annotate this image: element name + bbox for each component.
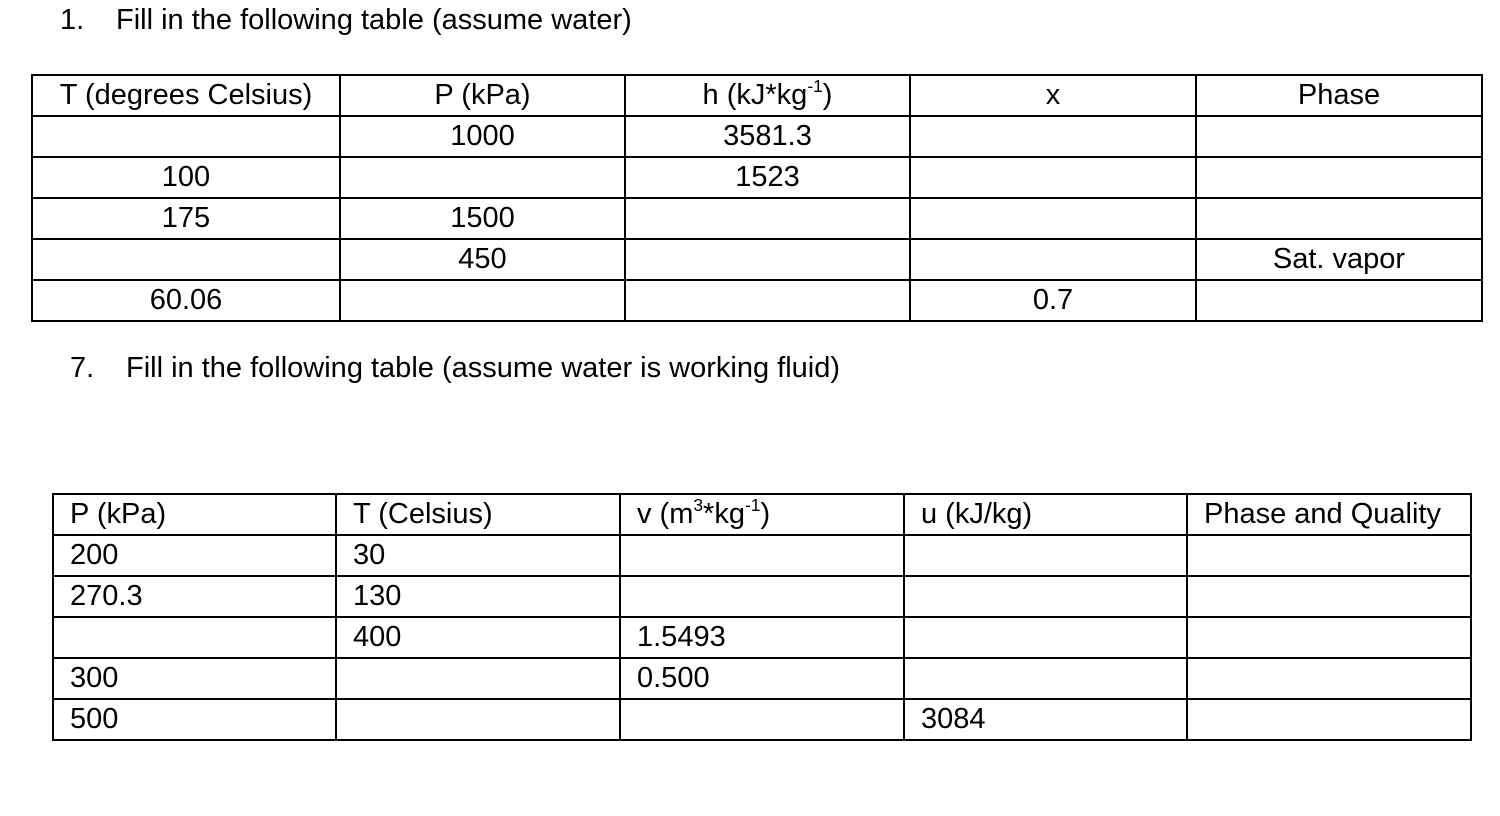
header-enthalpy: h $(kJ*kg^{-1})$ — [625, 75, 910, 116]
table-cell[interactable] — [910, 116, 1196, 157]
table-cell[interactable]: 60.06 — [32, 280, 340, 321]
table-cell[interactable] — [1187, 576, 1471, 617]
question-1-title: Fill in the following table (assume water) — [116, 4, 632, 36]
table-cell[interactable]: 0.7 — [910, 280, 1196, 321]
table-cell[interactable] — [904, 576, 1187, 617]
table-cell[interactable] — [910, 157, 1196, 198]
table-row — [32, 116, 1482, 157]
table-cell[interactable] — [340, 280, 625, 321]
table-header-row — [32, 75, 1482, 116]
table-cell[interactable]: 100 — [32, 157, 340, 198]
question-7-table — [52, 493, 1472, 741]
table-row — [32, 157, 1482, 198]
header-phase: Phase — [1196, 75, 1482, 116]
table-cell[interactable] — [910, 198, 1196, 239]
header-internal-energy: u (kJ/kg) — [904, 494, 1187, 535]
header-quality: x — [910, 75, 1196, 116]
header-temperature: T (Celsius) — [336, 494, 620, 535]
table-cell[interactable] — [1196, 116, 1482, 157]
table-cell[interactable]: 1.5493 — [620, 617, 904, 658]
table-cell[interactable] — [620, 576, 904, 617]
question-7-number: 7. — [70, 352, 95, 384]
header-specific-volume: v $(m^3*kg^{-1})$ — [620, 494, 904, 535]
table-cell[interactable] — [32, 239, 340, 280]
table-row — [32, 239, 1482, 280]
table-cell[interactable] — [1196, 157, 1482, 198]
table-row — [53, 617, 1471, 658]
table-cell[interactable]: 1500 — [340, 198, 625, 239]
question-1-heading — [60, 4, 632, 37]
table-cell[interactable] — [620, 699, 904, 740]
question-7-heading — [70, 352, 840, 385]
table-cell[interactable]: 270.3 — [53, 576, 336, 617]
table-cell[interactable] — [904, 617, 1187, 658]
table-cell[interactable] — [625, 280, 910, 321]
question-1-table — [31, 74, 1483, 322]
table-cell[interactable]: 3581.3 — [625, 116, 910, 157]
table-row — [53, 658, 1471, 699]
table-cell[interactable] — [904, 535, 1187, 576]
table-header-row — [53, 494, 1471, 535]
table-cell[interactable]: Sat. vapor — [1196, 239, 1482, 280]
question-1-number: 1. — [60, 4, 85, 36]
table-cell[interactable] — [1196, 280, 1482, 321]
table-cell[interactable] — [1187, 699, 1471, 740]
table-row — [53, 535, 1471, 576]
table-cell[interactable] — [904, 658, 1187, 699]
header-phase-quality: Phase and Quality — [1187, 494, 1471, 535]
table-cell[interactable] — [625, 239, 910, 280]
question-7-title: Fill in the following table (assume water is working fluid) — [126, 352, 841, 384]
table-row — [53, 576, 1471, 617]
table-cell[interactable] — [336, 658, 620, 699]
table-cell[interactable] — [32, 116, 340, 157]
header-pressure: P (kPa) — [53, 494, 336, 535]
table-row — [53, 699, 1471, 740]
table-cell[interactable] — [336, 699, 620, 740]
table-cell[interactable] — [620, 535, 904, 576]
table-cell[interactable]: 450 — [340, 239, 625, 280]
table-row — [32, 198, 1482, 239]
table-cell[interactable]: 175 — [32, 198, 340, 239]
table-cell[interactable]: 200 — [53, 535, 336, 576]
table-cell[interactable] — [1187, 658, 1471, 699]
table-row — [32, 280, 1482, 321]
table-cell[interactable]: 3084 — [904, 699, 1187, 740]
table-cell[interactable] — [1196, 198, 1482, 239]
table-cell[interactable] — [53, 617, 336, 658]
table-cell[interactable]: 500 — [53, 699, 336, 740]
table-cell[interactable]: 30 — [336, 535, 620, 576]
table-cell[interactable]: 1523 — [625, 157, 910, 198]
header-temperature: T (degrees Celsius) — [32, 75, 340, 116]
table-cell[interactable]: 400 — [336, 617, 620, 658]
table-cell[interactable]: 1000 — [340, 116, 625, 157]
table-cell[interactable] — [340, 157, 625, 198]
table-cell[interactable]: 130 — [336, 576, 620, 617]
table-cell[interactable]: 300 — [53, 658, 336, 699]
header-pressure: P (kPa) — [340, 75, 625, 116]
table-cell[interactable] — [1187, 617, 1471, 658]
table-cell[interactable]: 0.500 — [620, 658, 904, 699]
table-cell[interactable] — [1187, 535, 1471, 576]
table-cell[interactable] — [625, 198, 910, 239]
table-cell[interactable] — [910, 239, 1196, 280]
